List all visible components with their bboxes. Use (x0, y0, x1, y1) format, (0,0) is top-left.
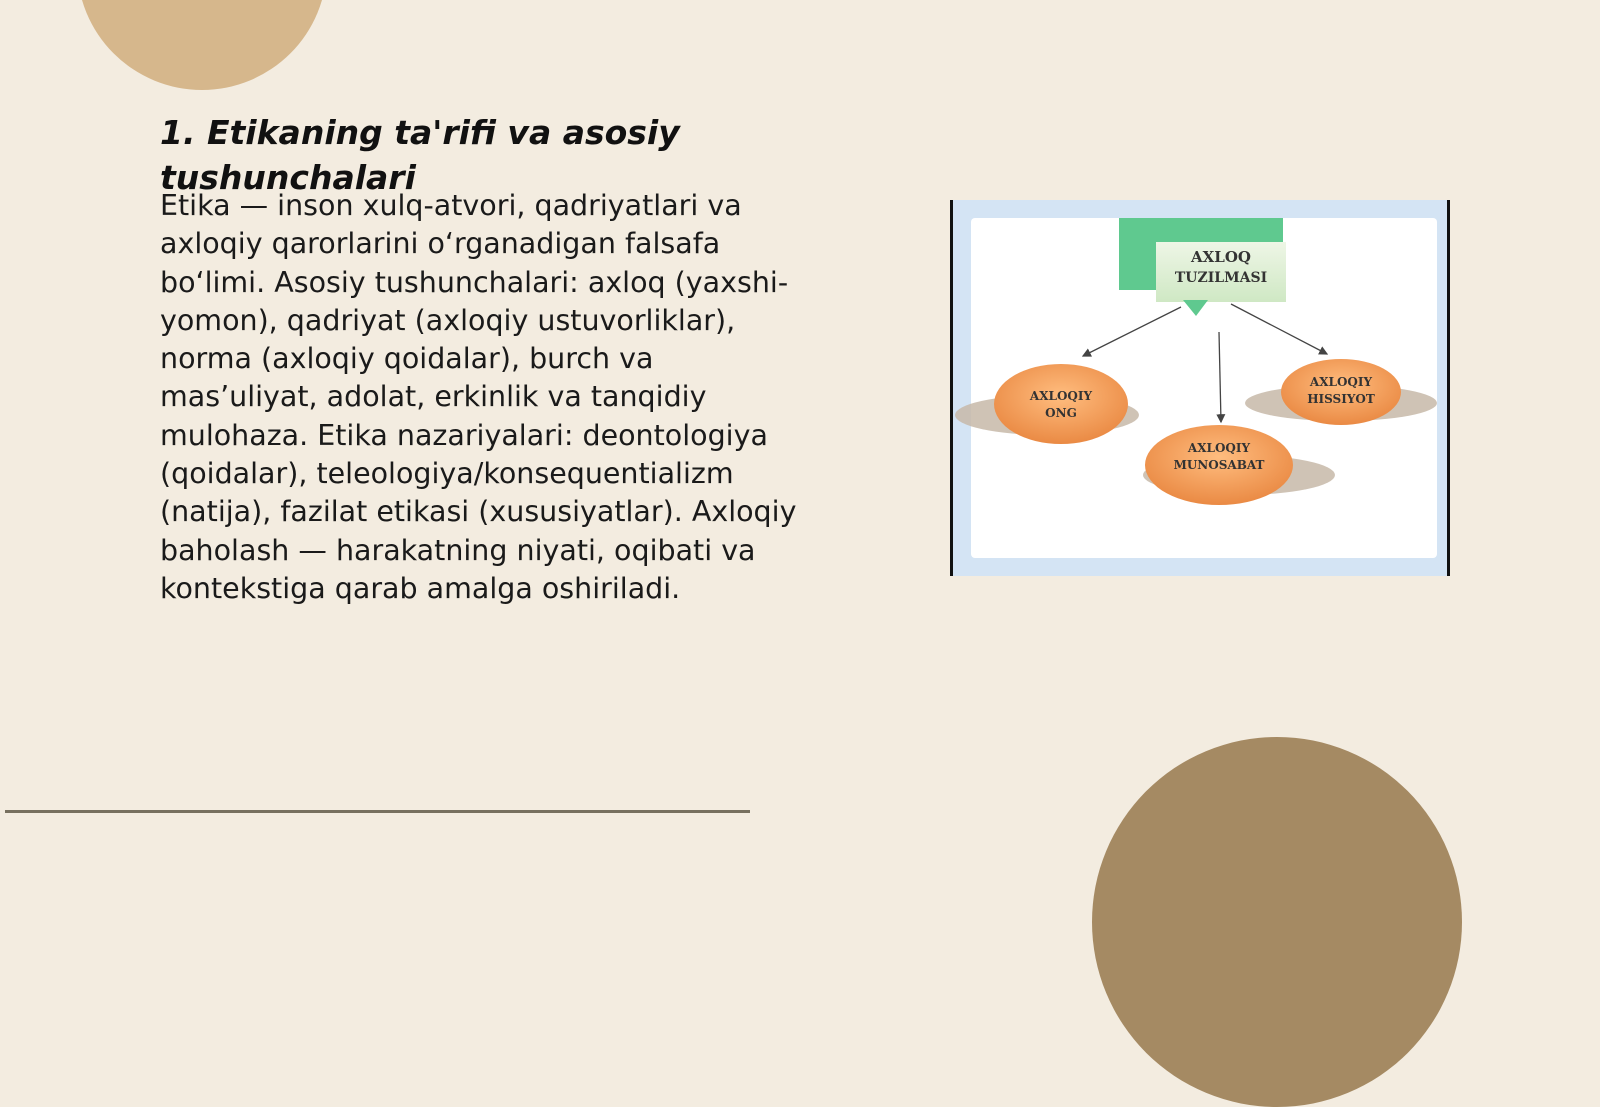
node-ong-line1: AXLOQIY (1029, 389, 1093, 403)
root-label-line2: TUZILMASI (1174, 270, 1268, 286)
node-munosabat-line2: MUNOSABAT (1173, 458, 1265, 472)
node-hissiyot-line2: HISSIYOT (1307, 392, 1375, 406)
node-axloqiy-ong (994, 364, 1128, 444)
node-hissiyot-line1: AXLOQIY (1309, 375, 1373, 389)
decorative-circle-top (77, 0, 327, 90)
node-munosabat-line1: AXLOQIY (1187, 441, 1251, 455)
slide-body-text: Etika — inson xulq-atvori, qadriyatlari va axloqiy qarorlarini o‘rganadigan falsafa bo‘limi. Asosiy tushunchalari: axloq (yaxshi-yomon), qadriyat (axloqiy ustuvorliklar), norma (axloqiy qoidalar), burch va mas’uliyat, adolat, erkinlik va tanqidiy mulohaza. Etika nazariyalari: deontologiya (qoidalar), teleologiya/konsequentializm (natija), fazilat etikasi (xususiyatlar). Axloqiy baholash — harakatning niyati, oqibati va kontekstiga qarab amalga oshiriladi. (160, 189, 797, 605)
node-ong-line2: ONG (1045, 406, 1077, 420)
root-label-line1: AXLOQ (1191, 248, 1251, 266)
diagram-canvas (953, 200, 1447, 576)
slide-title: 1. Etikaning ta'rifi va asosiy tushunchalari (160, 113, 680, 197)
ethics-structure-diagram (950, 200, 1450, 576)
divider-line (5, 810, 750, 813)
decorative-circle-bottom (1092, 737, 1462, 1107)
